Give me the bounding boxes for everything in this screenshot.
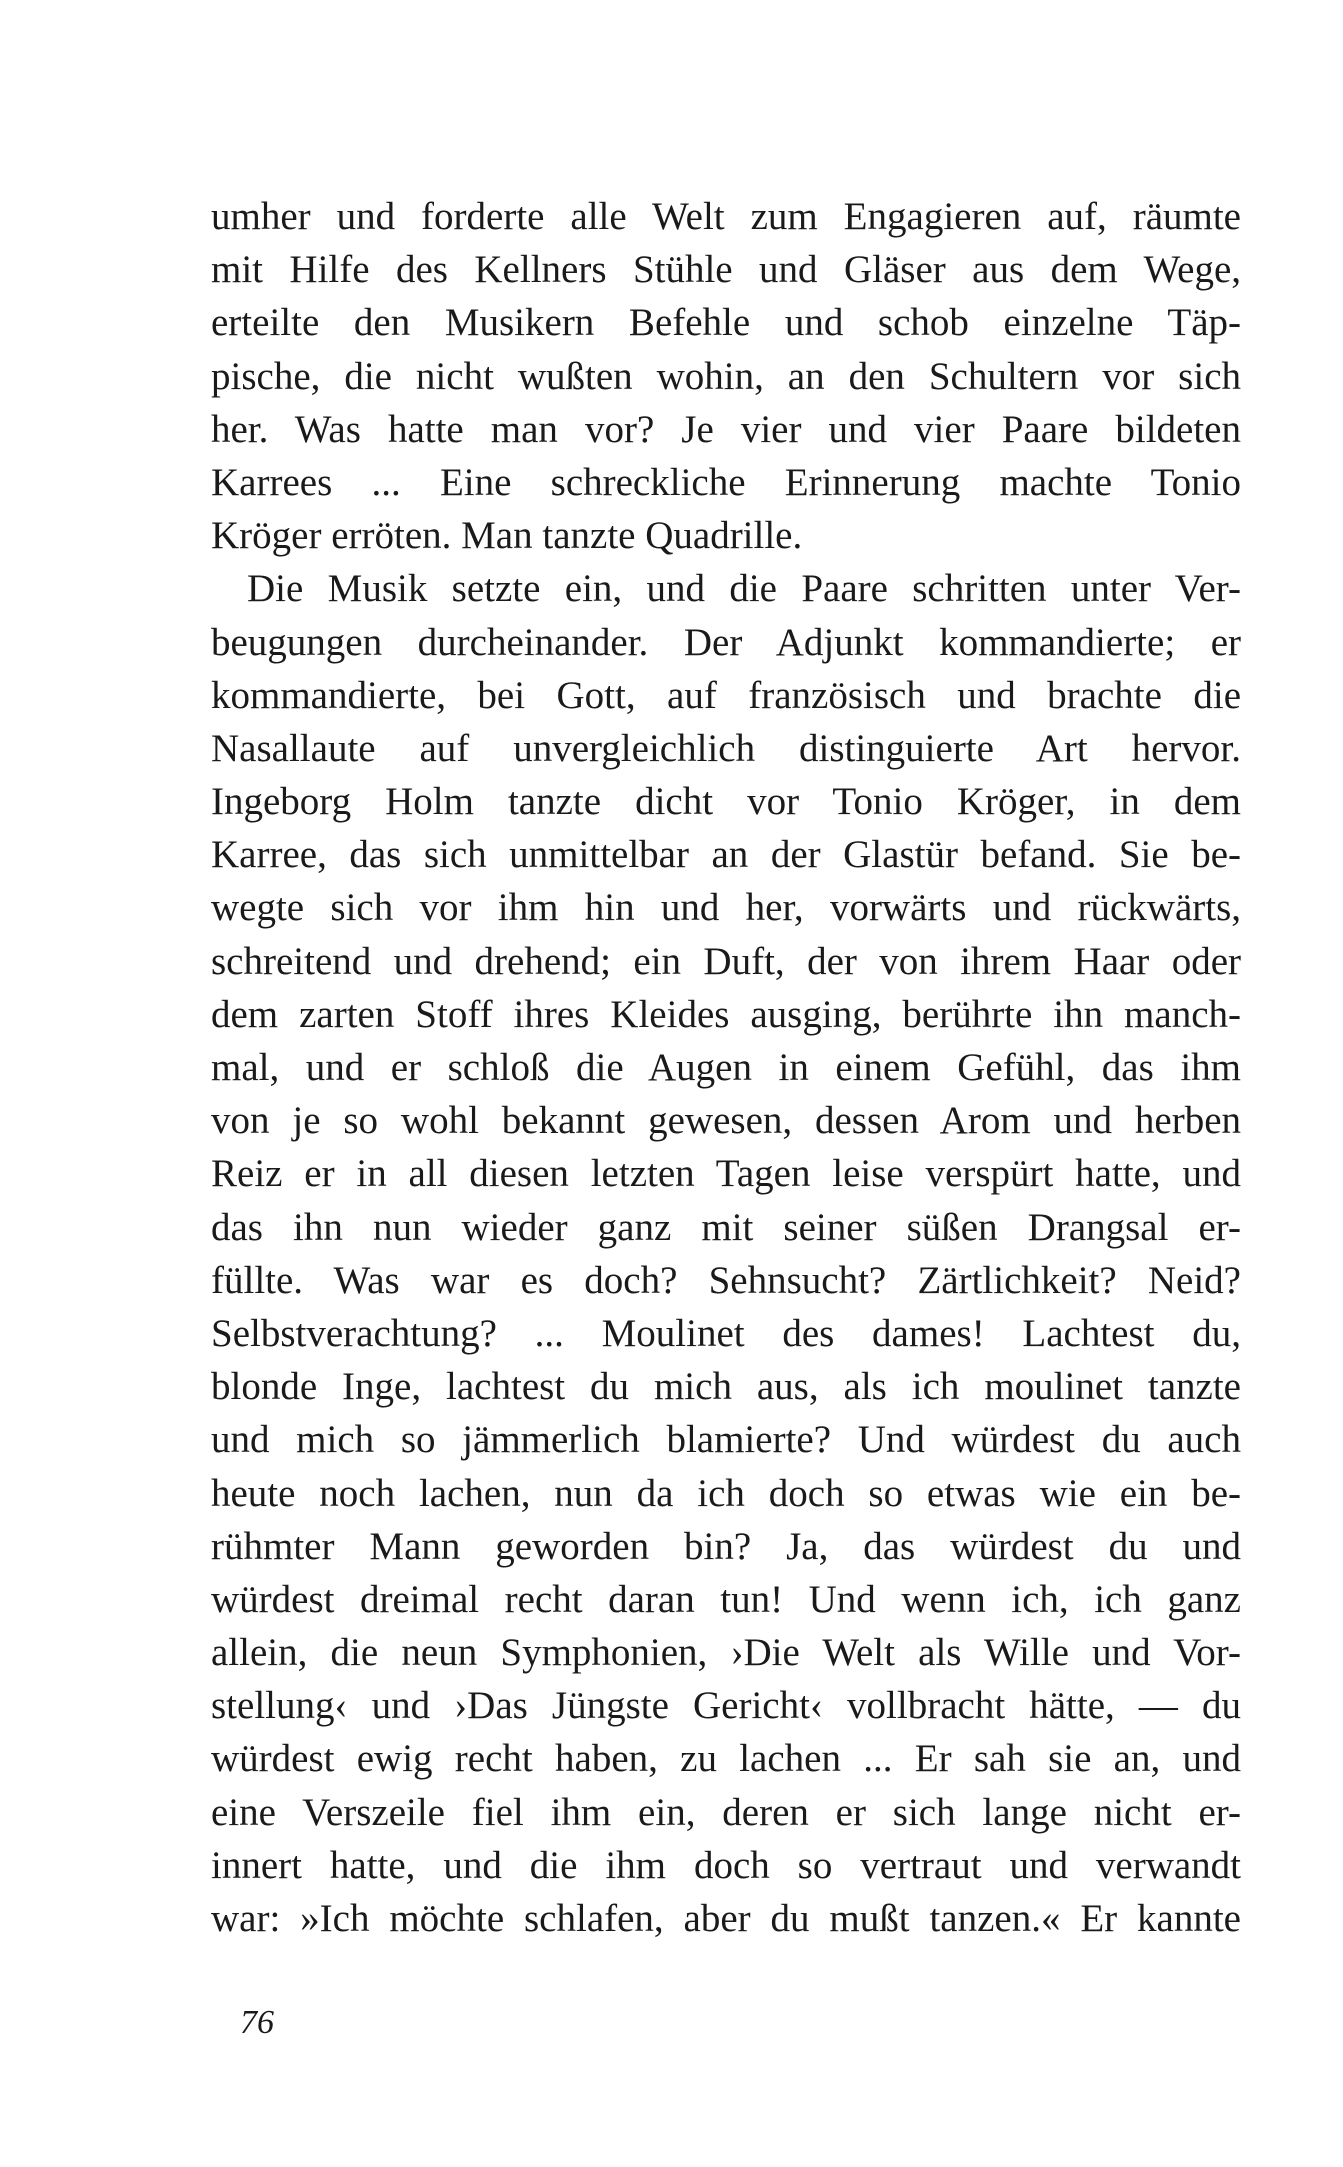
text-line: Karree, das sich unmittelbar an der Glastür befand. Sie be- <box>211 833 1241 877</box>
text-line: her. Was hatte man vor? Je vier und vier Paare bildeten <box>211 407 1241 451</box>
text-line: heute noch lachen, nun da ich doch so etwas wie ein be- <box>211 1471 1241 1515</box>
text-line: beugungen durcheinander. Der Adjunkt kommandierte; er <box>211 620 1241 664</box>
text-line: Ingeborg Holm tanzte dicht vor Tonio Kröger, in dem <box>211 780 1241 824</box>
text-line: Reiz er in all diesen letzten Tagen leise verspürt hatte, und <box>211 1152 1241 1196</box>
text-line: eine Verszeile fiel ihm ein, deren er sich lange nicht er- <box>211 1790 1241 1834</box>
text-line: kommandierte, bei Gott, auf französisch und brachte die <box>211 673 1241 717</box>
text-line: pische, die nicht wußten wohin, an den Schultern vor sich <box>211 354 1241 398</box>
text-line: Karrees ... Eine schreckliche Erinnerung machte Tonio <box>211 460 1241 504</box>
text-line: Nasallaute auf unvergleichlich distinguierte Art hervor. <box>211 726 1241 770</box>
text-line: umher und forderte alle Welt zum Engagieren auf, räumte <box>211 195 1241 238</box>
text-line: blonde Inge, lachtest du mich aus, als ich moulinet tanzte <box>211 1365 1241 1409</box>
text-line: Kröger erröten. Man tanzte Quadrille. <box>211 514 803 558</box>
text-line: füllte. Was war es doch? Sehnsucht? Zärtlichkeit? Neid? <box>211 1258 1241 1302</box>
text-line: erteilte den Musikern Befehle und schob einzelne Täp- <box>211 301 1241 345</box>
text-line: allein, die neun Symphonien, ›Die Welt als Wille und Vor- <box>211 1631 1241 1675</box>
text-line: von je so wohl bekannt gewesen, dessen Arom und herben <box>211 1099 1241 1143</box>
text-line: würdest ewig recht haben, zu lachen ... Er sah sie an, und <box>211 1737 1241 1781</box>
text-line: schreitend und drehend; ein Duft, der von ihrem Haar oder <box>211 939 1241 983</box>
paragraph <box>211 190 1241 562</box>
text-line: innert hatte, und die ihm doch so vertraut und verwandt <box>211 1843 1241 1887</box>
text-line: stellung‹ und ›Das Jüngste Gericht‹ vollbracht hätte, — du <box>211 1684 1241 1728</box>
text-line: und mich so jämmerlich blamierte? Und würdest du auch <box>211 1418 1241 1462</box>
text-line: wegte sich vor ihm hin und her, vorwärts und rückwärts, <box>211 886 1241 930</box>
paragraph <box>211 562 1241 1945</box>
text-line: mal, und er schloß die Augen in einem Gefühl, das ihm <box>211 1046 1241 1089</box>
page-number: 76 <box>240 2004 274 2041</box>
text-line: würdest dreimal recht daran tun! Und wenn ich, ich ganz <box>211 1577 1241 1621</box>
text-line: rühmter Mann geworden bin? Ja, das würdest du und <box>211 1524 1241 1568</box>
text-line: Selbstverachtung? ... Moulinet des dames! Lachtest du, <box>211 1311 1241 1355</box>
text-line: Die Musik setzte ein, und die Paare schritten unter Ver- <box>247 567 1241 611</box>
text-line: das ihn nun wieder ganz mit seiner süßen Drangsal er- <box>211 1205 1241 1249</box>
body-text <box>211 190 1241 1945</box>
text-line: dem zarten Stoff ihres Kleides ausging, berührte ihn manch- <box>211 992 1241 1036</box>
text-line: war: »Ich möchte schlafen, aber du mußt tanzen.« Er kannte <box>211 1897 1241 1940</box>
text-line: mit Hilfe des Kellners Stühle und Gläser aus dem Wege, <box>211 248 1241 292</box>
